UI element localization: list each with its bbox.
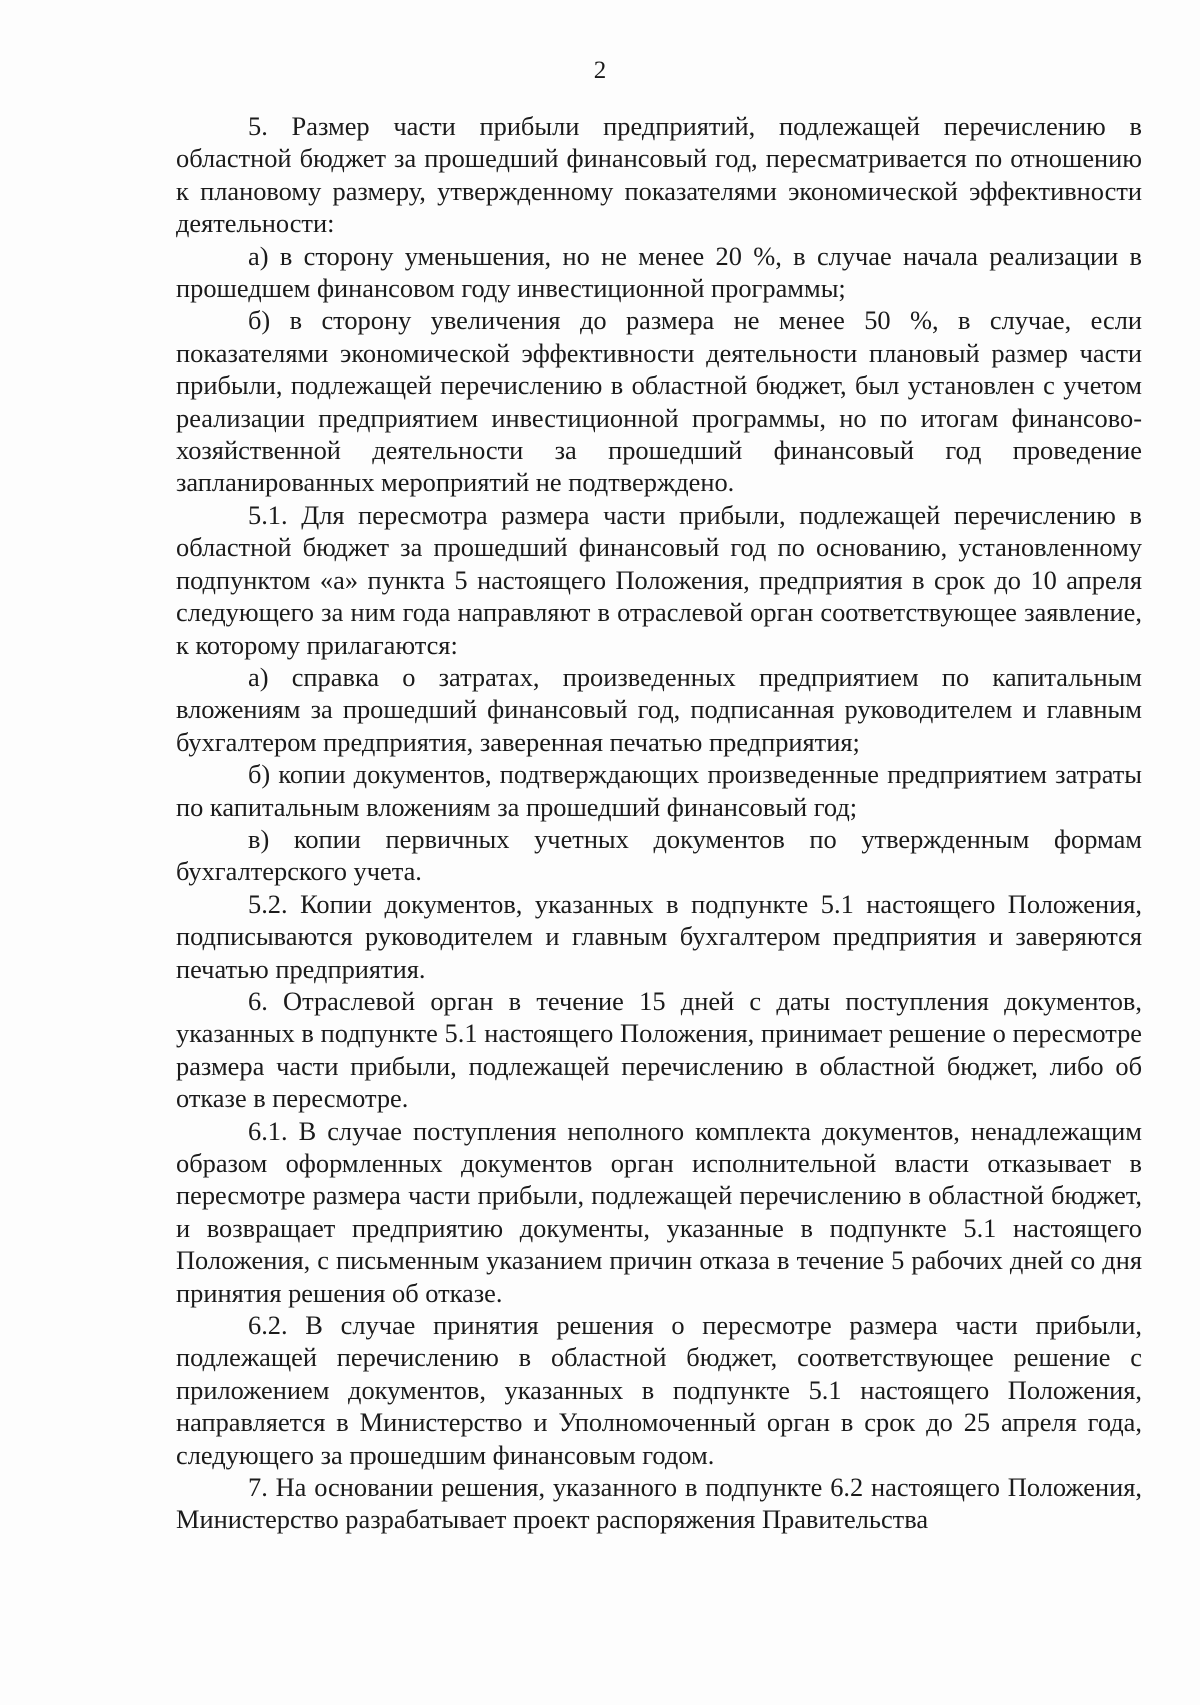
document-body bbox=[176, 110, 1142, 1536]
paragraph-6-1: 6.1. В случае поступления неполного комплекта документов, ненадлежащим образом оформленных документов орган исполнительной власти отказывает в пересмотре размера части прибыли, подлежащей перечислению в областной бюджет, и возвращает предприятию документы, указанные в подпункте 5.1 настоящего Положения, с письменным указанием причин отказа в течение 5 рабочих дней со дня принятия решения об отказе. bbox=[176, 1115, 1142, 1308]
paragraph-5a: а) в сторону уменьшения, но не менее 20 %, в случае начала реализации в прошедшем финансовом году инвестиционной программы; bbox=[176, 240, 1142, 304]
paragraph-5b: б) в сторону увеличения до размера не менее 50 %, в случае, если показателями экономической эффективности деятельности плановый размер части прибыли, подлежащей перечислению в областной бюджет, был установлен с учетом реализации предприятием инвестиционной программы, но по итогам финансово-хозяйственной деятельности за прошедший финансовый год проведение запланированных мероприятий не подтверждено. bbox=[176, 305, 1142, 498]
paragraph-7: 7. На основании решения, указанного в подпункте 6.2 настоящего Положения, Министерство разрабатывает проект распоряжения Правительства bbox=[176, 1472, 1142, 1535]
paragraph-5-1b: б) копии документов, подтверждающих произведенные предприятием затраты по капитальным вложениям за прошедший финансовый год; bbox=[176, 759, 1142, 822]
paragraph-5-1a: а) справка о затратах, произведенных предприятием по капитальным вложениям за прошедший финансовый год, подписанная руководителем и главным бухгалтером предприятия, заверенная печатью предприятия; bbox=[176, 661, 1142, 757]
paragraph-5-2: 5.2. Копии документов, указанных в подпункте 5.1 настоящего Положения, подписываются руководителем и главным бухгалтером предприятия и заверяются печатью предприятия. bbox=[176, 888, 1142, 984]
paragraph-5-1: 5.1. Для пересмотра размера части прибыли, подлежащей перечислению в областной бюджет за прошедший финансовый год по основанию, установленному подпунктом «а» пункта 5 настоящего Положения, предприятия в срок до 10 апреля следующего за ним года направляют в отраслевой орган соответствующее заявление, к которому прилагаются: bbox=[176, 499, 1142, 660]
paragraph-6: 6. Отраслевой орган в течение 15 дней с даты поступления документов, указанных в подпункте 5.1 настоящего Положения, принимает решение о пересмотре размера части прибыли, подлежащей перечислению в областной бюджет, либо об отказе в пересмотре. bbox=[176, 985, 1142, 1114]
page-number: 2 bbox=[593, 57, 607, 84]
paragraph-5: 5. Размер части прибыли предприятий, подлежащей перечислению в областной бюджет за прошедший финансовый год, пересматривается по отношению к плановому размеру, утвержденному показателями экономической эффективности деятельности: bbox=[176, 111, 1142, 239]
paragraph-5-1v: в) копии первичных учетных документов по утвержденным формам бухгалтерского учета. bbox=[176, 823, 1142, 887]
paragraph-6-2: 6.2. В случае принятия решения о пересмотре размера части прибыли, подлежащей перечислению в областной бюджет, соответствующее решение с приложением документов, указанных в подпункте 5.1 настоящего Положения, направляется в Министерство и Уполномоченный орган в срок до 25 апреля года, следующего за прошедшим финансовым годом. bbox=[176, 1310, 1142, 1470]
